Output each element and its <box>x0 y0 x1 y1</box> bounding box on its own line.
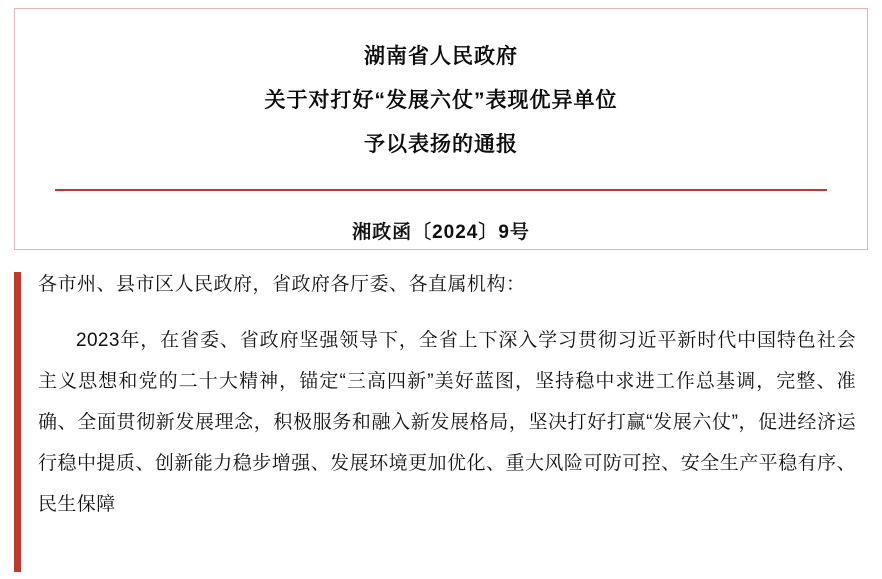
document-title-block <box>55 35 827 167</box>
title-divider <box>55 189 827 191</box>
body-accent-bar <box>14 272 21 572</box>
document-number: 湘政函〔2024〕9号 <box>352 222 530 243</box>
page-title-line-2: 关于对打好“发展六仗”表现优异单位 <box>264 89 618 112</box>
page-title-line-3: 予以表扬的通报 <box>364 133 518 156</box>
document-paragraph-1: 2023年，在省委、省政府坚强领导下，全省上下深入学习贯彻习近平新时代中国特色社会主义思想和党的二十大精神，锚定“三高四新”美好蓝图，坚持稳中求进工作总基调，完整、准确、全面贯彻新发展理念，积极服务和融入新发展格局，坚决打好打赢“发展六仗”，促进经济运行稳中提质、创新能力稳步增强、发展环境更加优化、重大风险可防可控、安全生产平稳有序、民生保障 <box>38 330 856 515</box>
document-page <box>0 8 882 579</box>
document-salutation: 各市州、县市区人民政府，省政府各厅委、各直属机构： <box>38 274 526 295</box>
document-body <box>14 268 868 525</box>
document-header-card <box>14 8 868 250</box>
page-title-line-1: 湖南省人民政府 <box>364 45 518 68</box>
